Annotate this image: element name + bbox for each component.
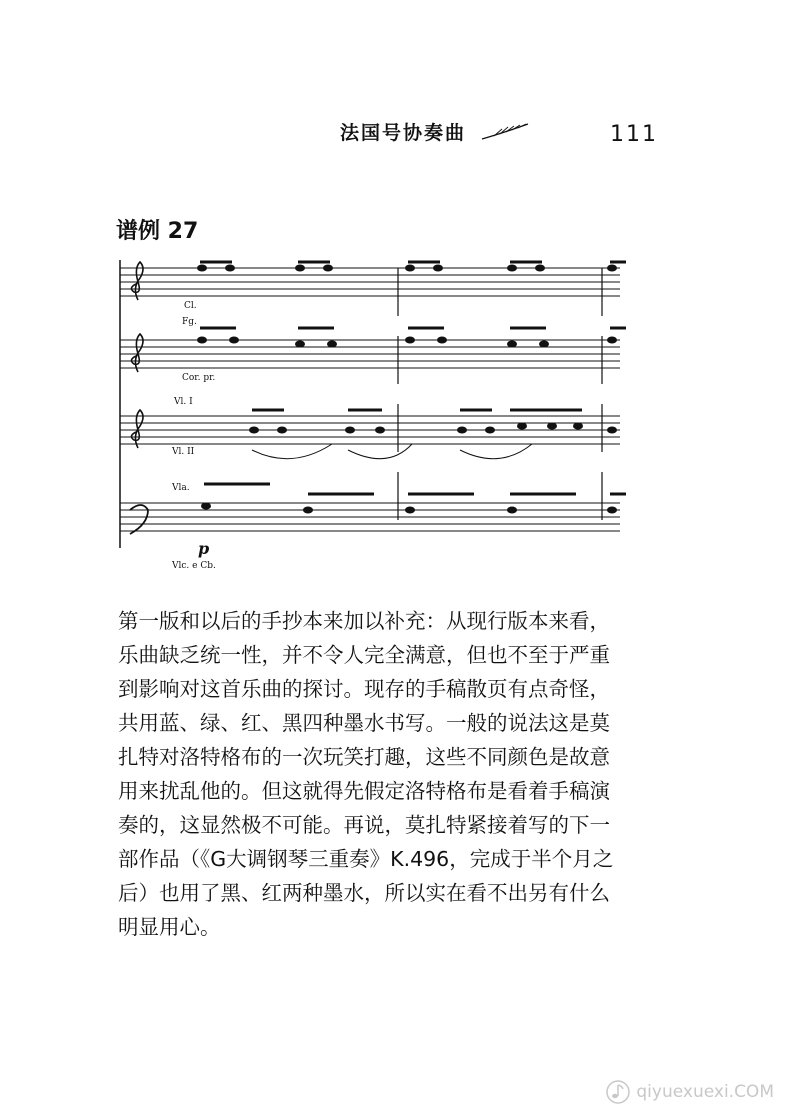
running-header (340, 118, 530, 145)
chapter-title: 法国号协奏曲 (340, 122, 467, 144)
example-label: 谱例 27 (116, 219, 199, 244)
staff-clarinet (120, 268, 620, 296)
dynamic-marking: p (198, 539, 210, 558)
text-line: 共用蓝、绿、红、黑四种墨水书写。一般的说法这是莫 (118, 711, 610, 735)
text-line: 到影响对这首乐曲的探讨。现存的手稿散页有点奇怪， (118, 677, 610, 701)
staff-violins (120, 416, 620, 444)
body-paragraph (118, 604, 684, 944)
text-line: 部作品（《G大调钢琴三重奏》K.496，完成于半个月之 (118, 847, 614, 871)
text-line: 明显用心。 (118, 915, 221, 939)
instrument-label: Vlc. e Cb. (172, 561, 216, 571)
instrument-label: Vl. II (172, 447, 195, 457)
site-watermark (606, 1080, 774, 1104)
page-number: 111 (610, 122, 658, 147)
quill-pen-icon (480, 122, 530, 142)
music-note-logo-icon (606, 1080, 630, 1104)
watermark-text: qiyuexuexi.COM (636, 1082, 774, 1102)
musical-score (112, 248, 628, 576)
instrument-label: Fg. (182, 317, 197, 327)
text-line: 用来扰乱他的。但这就得先假定洛特格布是看着手稿演 (118, 779, 610, 803)
text-line: 第一版和以后的手抄本来加以补充：从现行版本来看， (118, 609, 610, 633)
text-line: 奏的，这显然极不可能。再说，莫扎特紧接着写的下一 (118, 813, 610, 837)
staff-lower-strings (120, 503, 620, 531)
text-line: 后）也用了黑、红两种墨水，所以实在看不出另有什么 (118, 881, 610, 905)
instrument-label: Cor. pr. (182, 373, 216, 383)
instrument-label: Cl. (184, 301, 197, 311)
text-line: 乐曲缺乏统一性，并不令人完全满意，但也不至于严重 (118, 643, 610, 667)
instrument-label: Vl. I (174, 397, 193, 407)
text-line: 扎特对洛特格布的一次玩笑打趣，这些不同颜色是故意 (118, 745, 610, 769)
instrument-label: Vla. (172, 483, 190, 493)
